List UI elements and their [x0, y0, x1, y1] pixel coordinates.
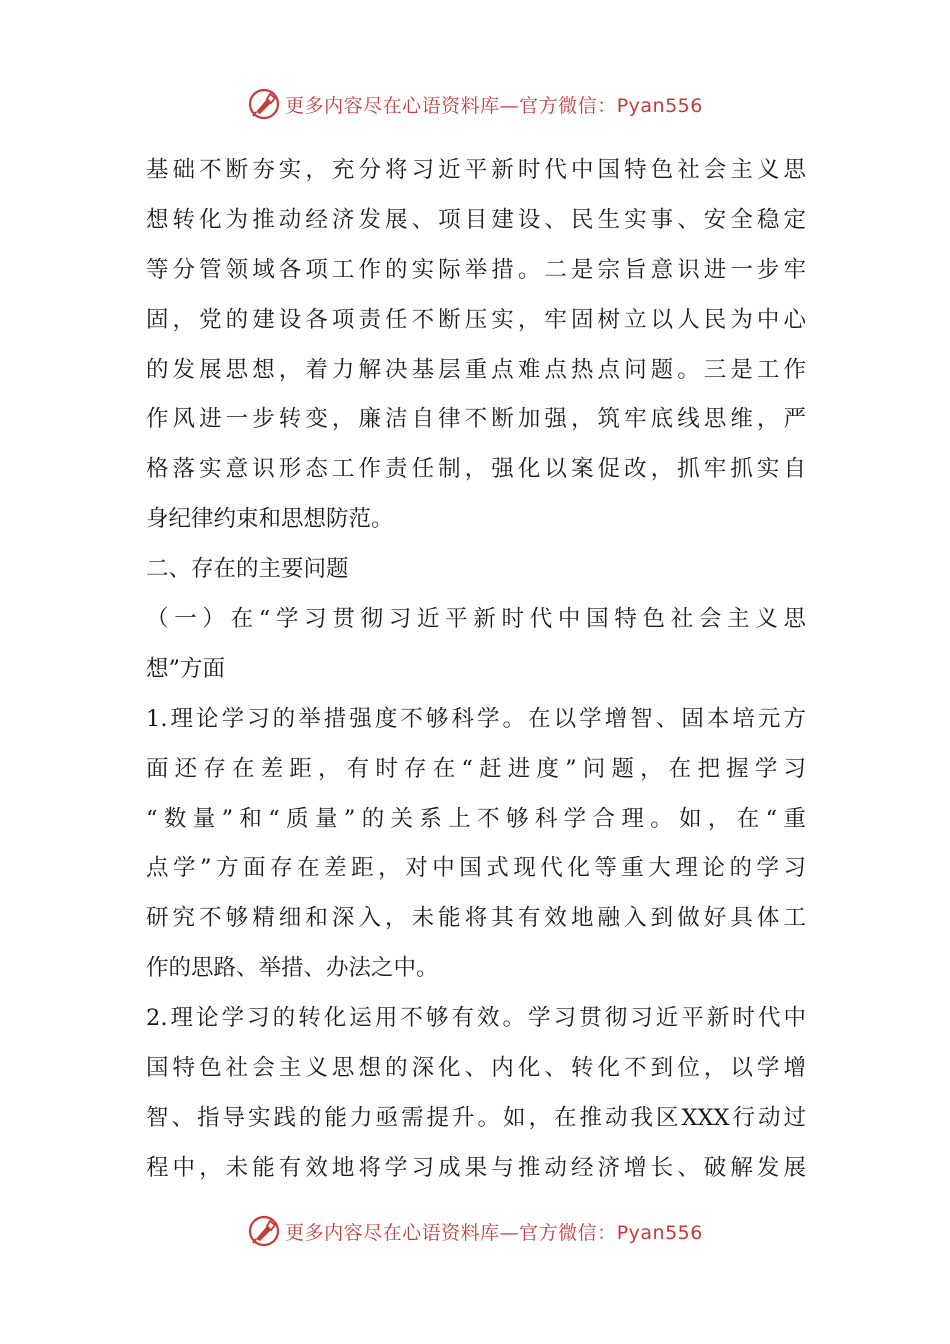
- text-line: 智、指导实践的能力亟需提升。如，在推动我区XXX行动过: [146, 1104, 806, 1131]
- watermark-text: 更多内容尽在心语资料库—官方微信：Pyan556: [285, 94, 703, 117]
- text-line: 程中，未能有效地将学习成果与推动经济增长、破解发展: [146, 1154, 806, 1181]
- text-line: 2.理论学习的转化运用不够有效。学习贯彻习近平新时代中: [146, 1005, 806, 1032]
- text-line: 研究不够精细和深入，未能将其有效地融入到做好具体工: [146, 905, 806, 932]
- text-line: 作风进一步转变，廉洁自律不断加强，筑牢底线思维，严: [146, 406, 806, 433]
- watermark-text: 更多内容尽在心语资料库—官方微信：Pyan556: [285, 1221, 703, 1244]
- pen-nib-icon: [247, 87, 281, 121]
- text-line: 身纪律约束和思想防范。: [146, 506, 394, 533]
- text-line: 1.理论学习的举措强度不够科学。在以学增智、固本培元方: [146, 705, 806, 732]
- text-line: 等分管领域各项工作的实际举措。二是宗旨意识进一步牢: [146, 256, 806, 283]
- text-line: 作的思路、举措、办法之中。: [146, 955, 439, 982]
- subsection-heading: （一）在“学习贯彻习近平新时代中国特色社会主义思: [146, 606, 806, 633]
- document-body: [146, 146, 806, 1194]
- text-line: 国特色社会主义思想的深化、内化、转化不到位，以学增: [146, 1055, 806, 1082]
- text-line: 点学”方面存在差距，对中国式现代化等重大理论的学习: [146, 855, 806, 882]
- text-line: “数量”和“质量”的关系上不够科学合理。如，在“重: [146, 805, 806, 832]
- text-line: 基础不断夯实，充分将习近平新时代中国特色社会主义思: [146, 157, 806, 183]
- text-line: 格落实意识形态工作责任制，强化以案促改，抓牢抓实自: [146, 456, 806, 483]
- footer-watermark: [0, 1211, 950, 1251]
- section-heading: 二、存在的主要问题: [146, 556, 349, 583]
- text-line: 想转化为推动经济发展、项目建设、民生实事、安全稳定: [146, 206, 806, 233]
- text-line: 的发展思想，着力解决基层重点难点热点问题。三是工作: [146, 356, 806, 383]
- header-watermark: [0, 84, 950, 124]
- text-line: 固，党的建设各项责任不断压实，牢固树立以人民为中心: [146, 306, 806, 333]
- subsection-heading: 想”方面: [146, 655, 226, 682]
- text-line: 面还存在差距，有时存在“赶进度”问题，在把握学习: [146, 755, 806, 782]
- pen-nib-icon: [247, 1214, 281, 1248]
